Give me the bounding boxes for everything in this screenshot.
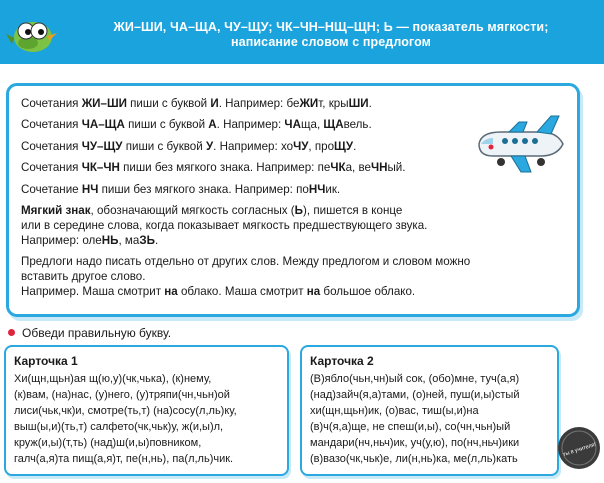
rules-list (21, 96, 497, 305)
rule-cha-shcha: Сочетания ЧА–ЩА пиши с буквой А. Например: ЧАща, ЩАвель. (21, 118, 372, 132)
exercise-line: лиси(чьк,чк)и, смотре(ть,т) (на)сосу(л,ль)ку, (14, 405, 237, 417)
exercise-line: галч(а,я)та пищ(а,я)т, пе(н,нь), па(л,ль)чик. (14, 453, 234, 465)
bird-mascot-icon (6, 10, 58, 56)
watermark-badge (557, 426, 601, 470)
rule-prepositions: Предлоги надо писать отдельно от других слов. Между предлогом и словом можно вставить другое слово. Например. Маша смотрит на облако. Маша смотрит на большое облако. (21, 254, 471, 298)
exercise-line: Хи(щн,щьн)ая щ(ю,у)(чк,чька), (к)нему, (14, 373, 212, 385)
rule-nch: Сочетание НЧ пиши без мягкого знака. Например: поНЧик. (21, 182, 341, 196)
title-line-1: ЖИ–ШИ, ЧА–ЩА, ЧУ–ЩУ; ЧК–ЧН–НЩ–ЩН; Ь — показатель мягкости; (113, 20, 549, 34)
card-2 (300, 345, 559, 476)
exercise-line: выш(ы,и)(ть,т) салфето(чк,чьк)у, ж(и,ы)л, (14, 421, 224, 433)
rule-zhi-shi: Сочетания ЖИ–ШИ пиши с буквой И. Например: беЖИт, крыШИ. (21, 97, 372, 110)
title-line-2: написание словом с предлогом (231, 35, 431, 49)
exercise-line: (к)вам, (на)нас, (у)него, (у)тряпи(чн,чьн)ой (14, 389, 230, 401)
exercise-line: (в)ч(я,а)ще, не спеш(и,ы), со(чн,чьн)ый (310, 421, 511, 433)
card-1 (4, 345, 289, 476)
watermark-text: ты в учителя! (562, 441, 597, 459)
exercise-line: (над)зайч(я,а)тами, (о)ней, пуш(и,ы)стый (310, 389, 520, 401)
rule-chk-chn: Сочетания ЧК–ЧН пиши без мягкого знака. Например: пеЧКа, веЧНый. (21, 161, 406, 175)
card-1-title: Карточка 1 (14, 354, 78, 368)
rules-box (6, 83, 580, 317)
task-instruction: Обведи правильную букву. (8, 326, 171, 344)
exercise-line: хи(щн,щьн)ик, (о)вас, тиш(ы,и)на (310, 405, 479, 417)
card-2-exercise (310, 371, 519, 467)
header-banner (0, 0, 604, 64)
bullet-icon (8, 329, 15, 336)
exercise-line: (В)ябло(чьн,чн)ый сок, (обо)мне, туч(а,я) (310, 373, 520, 385)
card-2-title: Карточка 2 (310, 354, 374, 368)
exercise-line: мандари(нч,ньч)ик, уч(у,ю), по(нч,ньч)ики (310, 437, 520, 449)
page-title (64, 20, 598, 50)
airplane-icon (471, 114, 569, 180)
exercise-line: круж(и,ы)(т,ть) (над)ш(и,ы)повником, (14, 437, 202, 449)
exercise-line: (в)вазо(чк,чьк)е, ли(н,нь)ка, ме(л,ль)кать (310, 453, 518, 465)
rule-soft-sign: Мягкий знак, обозначающий мягкость согласных (Ь), пишется в конце или в середине слова, когда показывает мягкость предшествующего звука. Например: олеНЬ, маЗЬ. (21, 203, 428, 247)
card-1-exercise (14, 371, 237, 467)
rule-chu-shchu: Сочетания ЧУ–ЩУ пиши с буквой У. Например: хоЧУ, проЩУ. (21, 139, 357, 153)
